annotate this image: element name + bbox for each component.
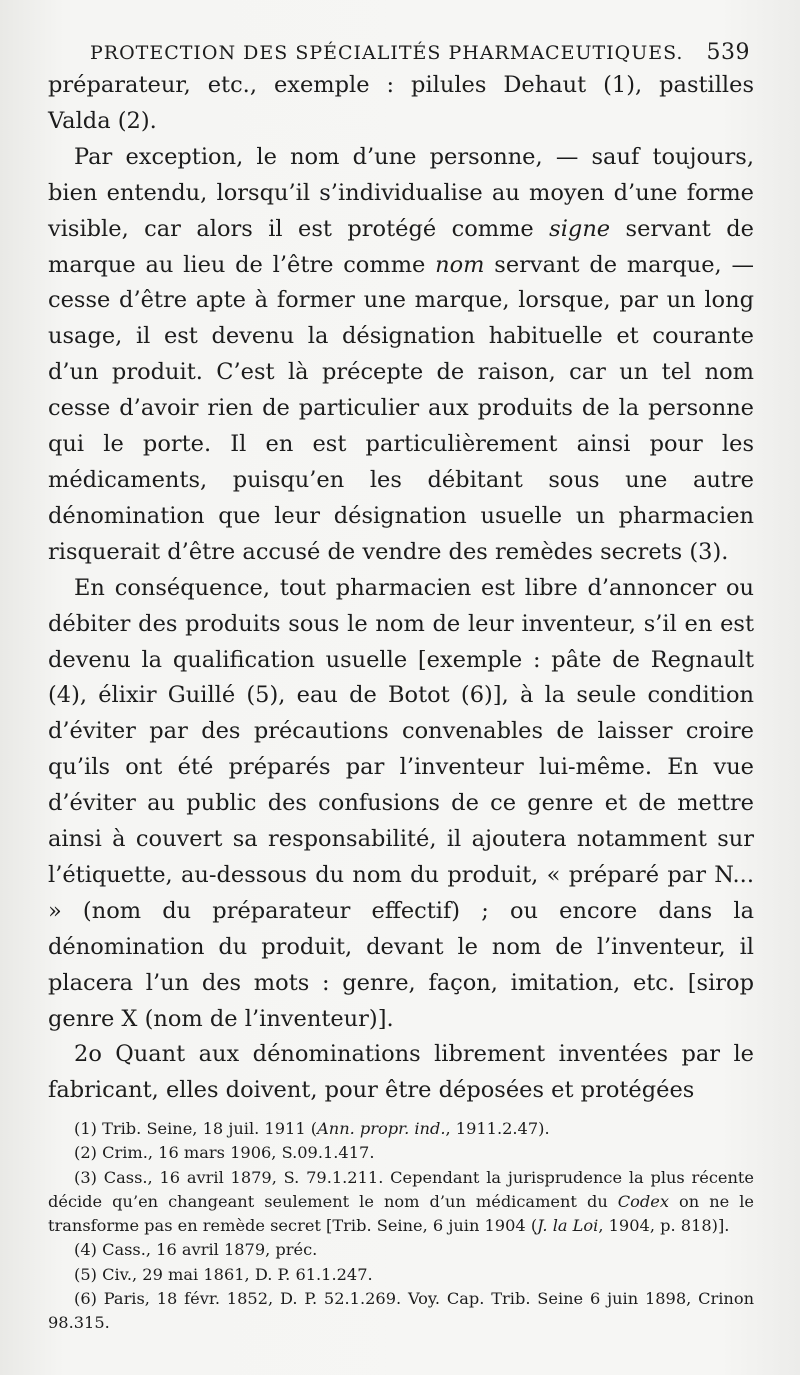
footnotes [48,1117,754,1335]
paragraph-1: préparateur, etc., exemple : pilules Dehaut (1), pastilles Valda (2). [48,72,754,134]
body-text [48,68,754,1109]
footnote-2: (2) Crim., 16 mars 1906, S.09.1.417. [74,1143,375,1163]
footnote-3-part-c: , 1904, p. 818)]. [598,1216,730,1236]
running-title: PROTECTION DES SPÉCIALITÉS PHARMACEUTIQUES. [90,42,684,64]
footnote-1-italic: Ann. propr. ind. [317,1119,446,1139]
paragraph-4: 2o Quant aux dénominations librement inventées par le fabricant, elles doivent, pour être déposées et protégées [48,1041,754,1104]
footnote-5: (5) Civ., 29 mai 1861, D. P. 61.1.247. [74,1264,373,1284]
paragraph-3: En conséquence, tout pharmacien est libre d’annoncer ou débiter des produits sous le nom de leur inventeur, s’il en est devenu la qualification usuelle [exemple : pâte de Regnault (4), élixir Guillé (5), eau de Botot (6)], à la seule condition d’éviter par des précautions convenables de laisser croire qu’ils ont été préparés par l’inventeur lui-même. En vue d’éviter au public des confusions de ce genre et de mettre ainsi à couvert sa responsabilité, il ajoutera notamment sur l’étiquette, au-dessous du nom du produit, « préparé par N... » (nom du préparateur effectif) ; ou encore dans la dénomination du produit, devant le nom de l’inventeur, il placera l’un des mots : genre, façon, imitation, etc. [sirop genre X (nom de l’inventeur)]. [48,574,754,1032]
paragraph-2-part-b: servant de marque au lieu de l’être comme [48,215,754,278]
page-number: 539 [706,40,750,65]
footnote-1-part-b: , 1911.2.47). [445,1119,550,1139]
footnote-3-part-b: on ne le transforme pas en remède secret [Trib. Seine, 6 juin 1904 ( [48,1191,754,1236]
footnote-3-part-a: (3) Cass., 16 avril 1879, S. 79.1.211. Cependant la jurisprudence la plus récente décide qu’en changeant seulement le nom d’un médicament du [48,1167,754,1211]
footnote-1 [48,1117,754,1141]
footnote-3-italic-la-loi: J. la Loi [537,1216,599,1236]
paragraph-2-part-c: servant de marque, — cesse d’être apte à former une marque, lorsque, par un long usage, il est devenu la désignation habituelle et courante d’un produit. C’est là précepte de raison, car un tel nom cesse d’avoir rien de particulier aux produits de la personne qui le porte. Il en est particulièrement ainsi pour les médicaments, puisqu’en les débitant sous une autre dénomination que leur désignation usuelle un pharmacien risquerait d’être accusé de vendre des remèdes secrets (3). [48,251,754,565]
italic-nom: nom [435,251,485,278]
italic-signe: signe [549,215,611,242]
footnote-3 [48,1166,754,1239]
paragraph-2 [48,140,754,571]
footnote-6: (6) Paris, 18 févr. 1852, D. P. 52.1.269. Voy. Cap. Trib. Seine 6 juin 1898, Crinon 98.315. [48,1288,754,1332]
footnote-1-part-a: (1) Trib. Seine, 18 juil. 1911 ( [74,1119,318,1139]
footnote-4: (4) Cass., 16 avril 1879, préc. [74,1240,318,1260]
paragraph-2-part-a: Par exception, le nom d’une personne, — sauf toujours, bien entendu, lorsqu’il s’individualise au moyen d’une forme visible, car alors il est protégé comme [48,143,754,242]
footnote-3-italic-codex: Codex [617,1191,669,1211]
